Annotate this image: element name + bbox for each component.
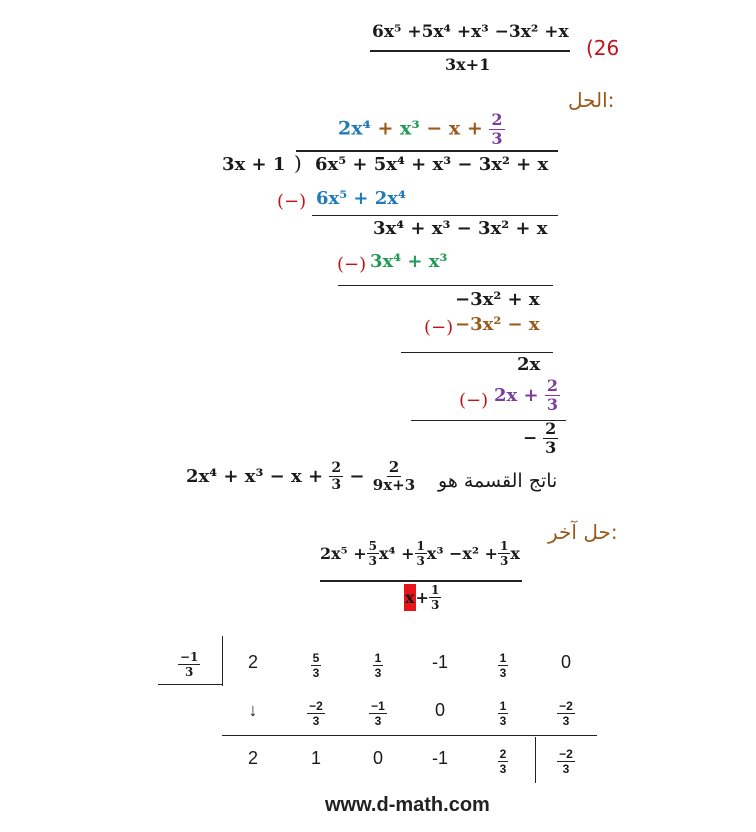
result-expression (186, 460, 417, 493)
synthetic-row3-cell-2: 0 (372, 748, 383, 768)
result-terms: 2x⁴ + x³ − x + (186, 466, 324, 487)
division-bracket: ) (294, 151, 302, 175)
synthetic-row3-cell-0: 2 (247, 748, 258, 768)
synthetic-row3-cell-1: 1 (310, 748, 321, 768)
problem-denominator: 3x+1 (445, 55, 491, 74)
alt-coef-1: $\frac{5}{3}$ (368, 539, 378, 568)
alt-fraction-bar (320, 580, 522, 582)
step3-remainder: 2x (517, 354, 541, 375)
alt-denominator-plus: + (415, 588, 429, 607)
synthetic-row3-cell-4: $\frac{2}{3}$ (499, 747, 507, 776)
alt-numerator (320, 540, 520, 567)
synthetic-root: $\frac{-1}{3}$ (180, 650, 199, 679)
alt-term-2: x⁴ + (379, 544, 415, 563)
step1-remainder: 3x⁴ + x³ − 3x² + x (373, 218, 548, 239)
alt-denominator (404, 584, 441, 611)
step2-line (338, 285, 553, 286)
alt-solution-label: حل آخر: (548, 520, 618, 544)
footer-website: www.d-math.com (325, 794, 490, 816)
alt-denominator-x: x (404, 584, 416, 611)
quotient-plus-2: + (466, 117, 483, 140)
solution-label: الحل: (568, 88, 615, 112)
divisor: 3x + 1 (222, 154, 286, 175)
final-remainder-sign: − (523, 428, 538, 449)
problem-numerator: 6x⁵ +5x⁴ +x³ −3x² +x (372, 22, 569, 42)
synthetic-root-underline (158, 684, 222, 685)
step3-subtrahend: −3x² − x (455, 314, 540, 335)
synthetic-row1-cell-2: $\frac{1}{3}$ (374, 651, 382, 680)
problem-number: (26 (586, 36, 620, 60)
synthetic-row3-cell-3: -1 (431, 748, 448, 768)
step2-subtrahend: 3x⁴ + x³ (370, 251, 448, 272)
alt-term-1: 2x⁵ + (320, 544, 367, 563)
dividend: 6x⁵ + 5x⁴ + x³ − 3x² + x (315, 154, 549, 175)
synthetic-remainder-divider (535, 737, 536, 783)
result-label: ناتج القسمة هو (438, 470, 558, 492)
alt-coef-2: $\frac{1}{3}$ (416, 539, 425, 568)
step4-fraction: $\frac{2}{3}$ (546, 376, 559, 414)
synthetic-row2-cell-3: 0 (434, 700, 445, 720)
step4-subtrahend (494, 378, 560, 413)
alt-coef-3: $\frac{1}{3}$ (499, 539, 509, 568)
step1-line (312, 215, 558, 216)
alt-denominator-fraction: $\frac{1}{3}$ (430, 583, 440, 612)
final-remainder-fraction: $\frac{2}{3}$ (545, 419, 557, 457)
result-fraction-1: $\frac{2}{3}$ (331, 460, 342, 493)
quotient (338, 112, 505, 147)
synthetic-row2-cell-1: $\frac{-2}{3}$ (309, 699, 323, 728)
step1-subtrahend: 6x⁵ + 2x⁴ (316, 188, 406, 209)
synthetic-row2-cell-5: $\frac{-2}{3}$ (559, 699, 573, 728)
quotient-minus-1: − (426, 117, 443, 140)
step4-term: 2x + (494, 385, 539, 406)
synthetic-row1-cell-4: $\frac{1}{3}$ (499, 651, 507, 680)
alt-term-3: x³ −x² + (426, 544, 498, 563)
synthetic-row1-cell-0: 2 (247, 652, 258, 672)
quotient-fraction: $\frac{2}{3}$ (491, 110, 503, 148)
synthetic-row3-cell-5: $\frac{-2}{3}$ (559, 747, 573, 776)
final-remainder (523, 421, 558, 456)
quotient-term-3: x (448, 117, 461, 140)
step3-sign: (−) (424, 317, 454, 338)
result-minus: − (349, 466, 365, 487)
synthetic-row2-cell-0: ↓ (248, 700, 258, 720)
step2-sign: (−) (337, 254, 367, 275)
step2-remainder: −3x² + x (455, 289, 540, 310)
synthetic-row1-cell-1: $\frac{5}{3}$ (312, 651, 320, 680)
synthetic-root-divider (222, 636, 223, 686)
division-overline (296, 150, 558, 152)
synthetic-row1-cell-3: -1 (431, 652, 448, 672)
problem-fraction-bar (370, 50, 570, 52)
quotient-term-2: x³ (400, 117, 420, 140)
synthetic-row2-cell-2: $\frac{-1}{3}$ (371, 699, 385, 728)
synthetic-row2-cell-4: $\frac{1}{3}$ (499, 699, 507, 728)
synthetic-row1-cell-5: 0 (560, 652, 571, 672)
alt-term-4: x (510, 544, 520, 563)
quotient-term-1: 2x⁴ (338, 117, 371, 140)
result-fraction-2: $\frac{2}{9x+3}$ (372, 458, 416, 494)
step4-sign: (−) (459, 390, 489, 411)
quotient-plus-1: + (377, 117, 394, 140)
synthetic-result-line (222, 735, 597, 736)
step1-sign: (−) (277, 191, 307, 212)
